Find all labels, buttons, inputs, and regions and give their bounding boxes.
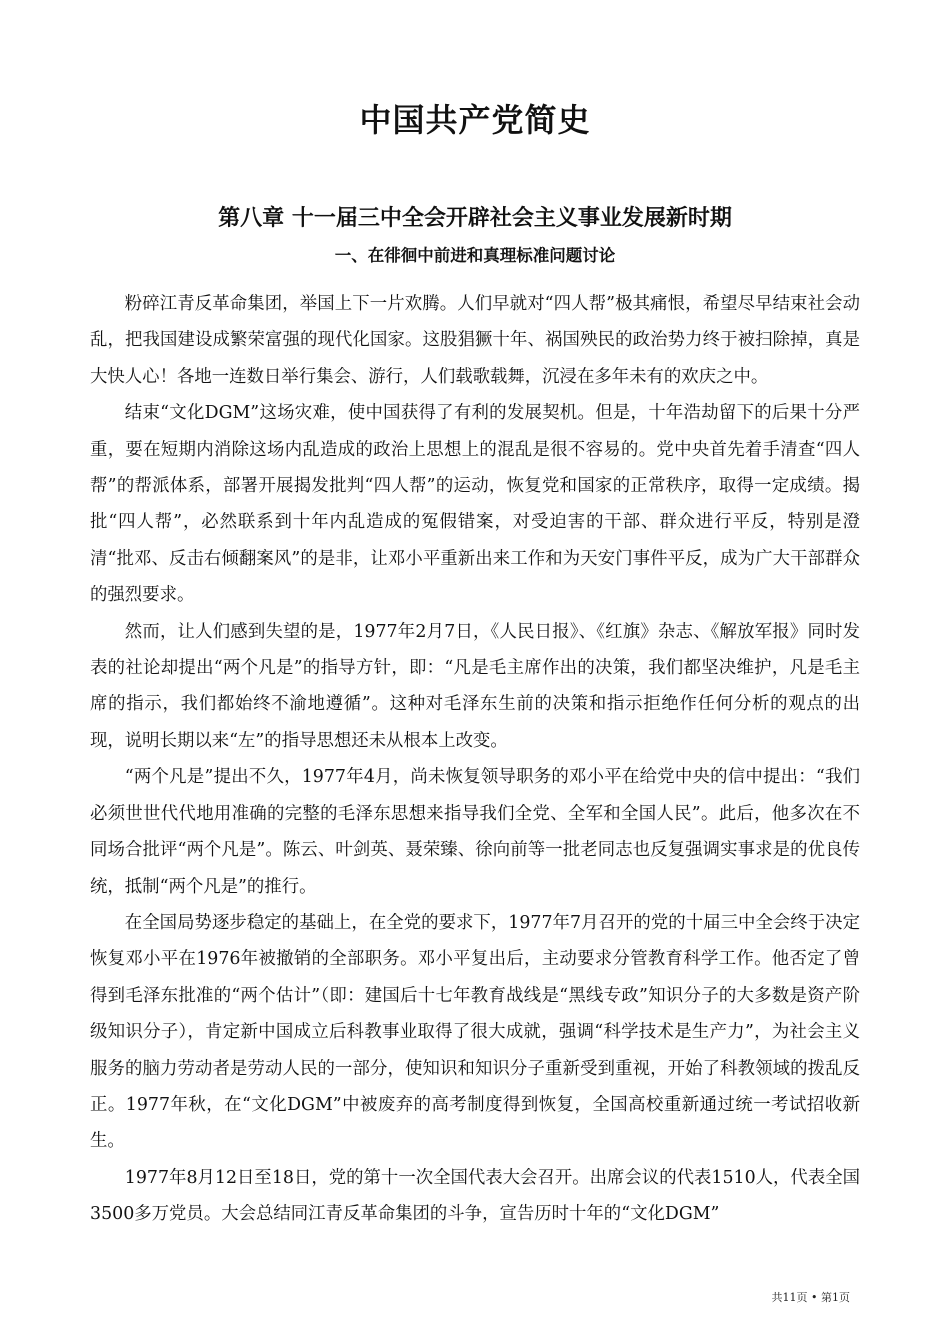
section-heading: 一、在徘徊中前进和真理标准问题讨论 [334,246,616,265]
paragraph: “两个凡是”提出不久，1977年4月，尚未恢复领导职务的邓小平在给党中央的信中提出：“我们必须世世代代地用准确的完整的毛泽东思想来指导我们全党、全军和全国人民”。此后，他多次在不同场合批评“两个凡是”。陈云、叶剑英、聂荣臻、徐向前等一批老同志也反复强调实事求是的优良传统，抵制“两个凡是”的推行。 [90,767,860,897]
paragraph: 1977年8月12日至18日，党的第十一次全国代表大会召开。出席会议的代表1510人，代表全国3500多万党员。大会总结同江青反革命集团的斗争，宣告历时十年的“文化DGM” [90,1167,860,1225]
paragraph: 结束“文化DGM”这场灾难，使中国获得了有利的发展契机。但是，十年浩劫留下的后果十分严重，要在短期内消除这场内乱造成的政治上思想上的混乱是很不容易的。党中央首先着手清查“四人帮”的帮派体系，部署开展揭发批判“四人帮”的运动，恢复党和国家的正常秩序，取得一定成绩。揭批“四人帮”，必然联系到十年内乱造成的冤假错案，对受迫害的干部、群众进行平反，特别是澄清“批邓、反击右倾翻案风”的是非，让邓小平重新出来工作和为天安门事件平反，成为广大干部群众的强烈要求。 [90,403,860,606]
paragraph: 在全国局势逐步稳定的基础上，在全党的要求下，1977年7月召开的党的十届三中全会终于决定恢复邓小平在1976年被撤销的全部职务。邓小平复出后，主动要求分管教育科学工作。他否定了曾得到毛泽东批准的“两个估计”（即：建国后十七年教育战线是“黑线专政”知识分子的大多数是资产阶级知识分子），肯定新中国成立后科教事业取得了很大成就，强调“科学技术是生产力”，为社会主义服务的脑力劳动者是劳动人民的一部分，使知识和知识分子重新受到重视，开始了科教领域的拨乱反正。1977年秋，在“文化DGM”中被废弃的高考制度得到恢复，全国高校重新通过统一考试招收新生。 [90,912,860,1152]
paragraph: 粉碎江青反革命集团，举国上下一片欢腾。人们早就对“四人帮”极其痛恨，希望尽早结束社会动乱，把我国建设成繁荣富强的现代化国家。这股猖獗十年、祸国殃民的政治势力终于被扫除掉，真是大快人心！各地一连数日举行集会、游行，人们载歌载舞，沉浸在多年未有的欢庆之中。 [90,294,860,387]
page-number-footer: 共11页 • 第1页 [771,1291,850,1304]
document-title: 中国共产党简史 [359,101,591,139]
body-text [90,286,860,1233]
chapter-heading: 第八章 十一届三中全会开辟社会主义事业发展新时期 [218,206,732,231]
paragraph: 然而，让人们感到失望的是，1977年2月7日，《人民日报》、《红旗》杂志、《解放军报》同时发表的社论却提出“两个凡是”的指导方针，即：“凡是毛主席作出的决策，我们都坚决维护，凡是毛主席的指示，我们都始终不渝地遵循”。这种对毛泽东生前的决策和指示拒绝作任何分析的观点的出现，说明长期以来“左”的指导思想还未从根本上改变。 [90,621,860,751]
